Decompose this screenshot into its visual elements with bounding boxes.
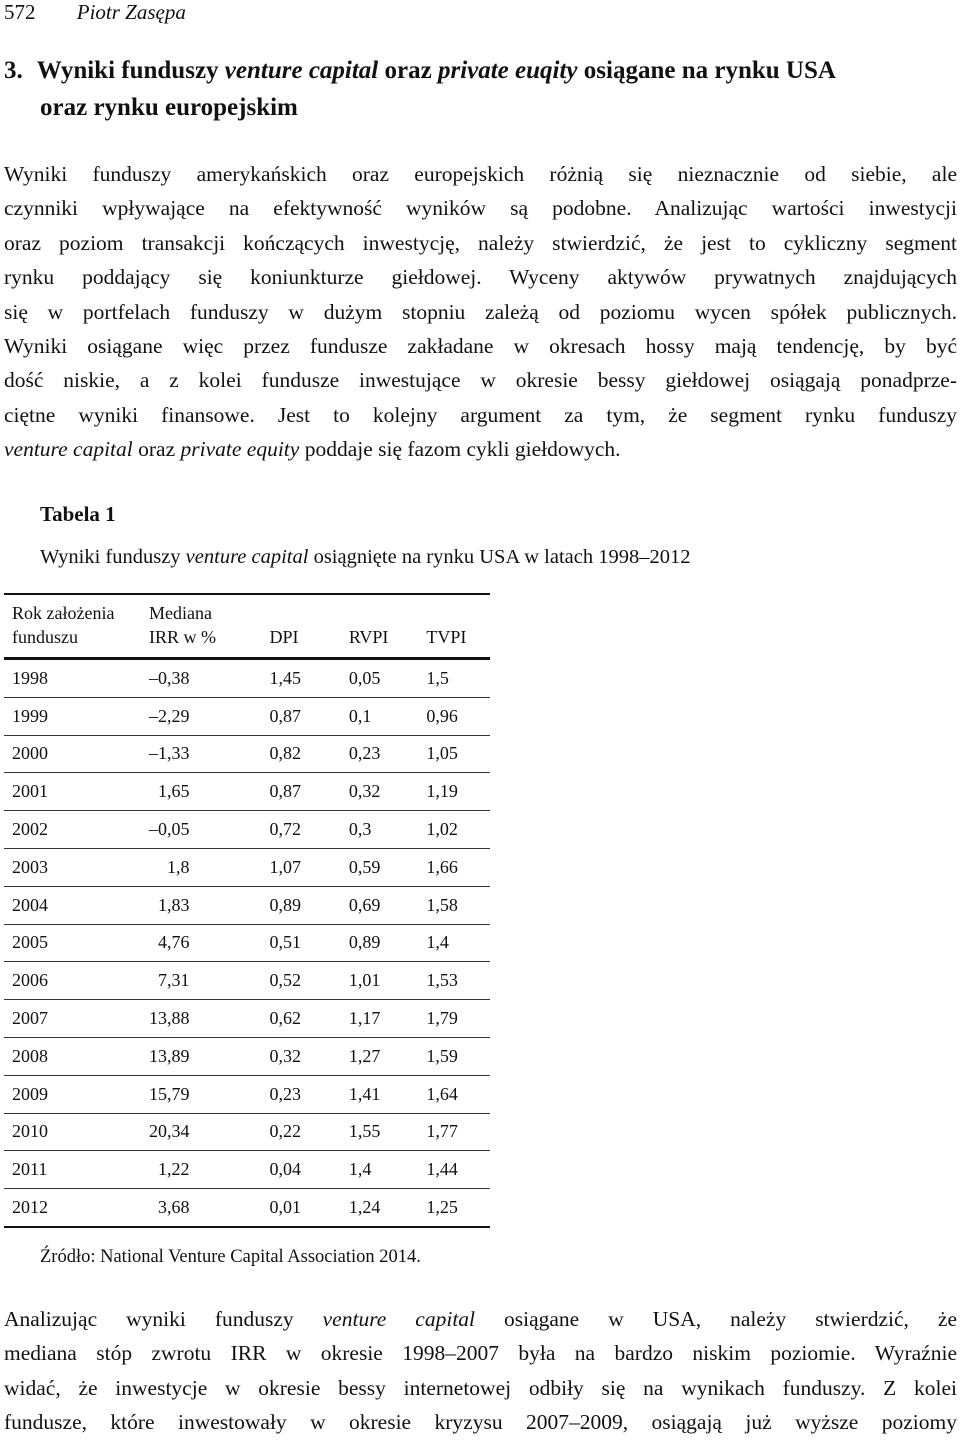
cell-irr: 1,22: [141, 1151, 262, 1189]
paragraph-line: się w portfelach funduszy w dużym stopniu zależą od poziomu wycen spółek publicznych.: [4, 299, 957, 324]
cell-year: 2005: [4, 924, 141, 962]
cell-rvpi: 1,24: [341, 1189, 419, 1227]
cell-dpi: 0,72: [262, 811, 341, 849]
cell-irr: 20,34: [141, 1113, 262, 1151]
col-header-dpi: DPI: [262, 594, 341, 659]
paragraph-line: widać, że inwestycje w okresie bessy internetowej odbiły się na wynikach funduszy. Z kolei: [4, 1375, 957, 1400]
paragraph-line: dość niskie, a z kolei fundusze inwestujące w okresie bessy giełdowej osiągają ponadprze-: [4, 368, 957, 393]
cell-tvpi: 1,19: [418, 773, 490, 811]
cell-rvpi: 1,17: [341, 1000, 419, 1038]
table-row: [4, 735, 490, 773]
cell-year: 2000: [4, 735, 141, 773]
cell-year: 2002: [4, 811, 141, 849]
cell-tvpi: 1,53: [418, 962, 490, 1000]
cell-irr: –1,33: [141, 735, 262, 773]
cell-dpi: 0,23: [262, 1075, 341, 1113]
caption-text: osiągnięte na rynku USA w latach 1998–2012: [308, 546, 691, 568]
cell-dpi: 1,07: [262, 848, 341, 886]
cell-irr: 1,83: [141, 886, 262, 924]
table-row: [4, 773, 490, 811]
table-label: Tabela 1: [40, 502, 116, 526]
header-text: funduszu: [12, 627, 78, 647]
cell-tvpi: 1,5: [418, 659, 490, 698]
cell-year: 2004: [4, 886, 141, 924]
running-header: [4, 0, 186, 25]
author-name: Piotr Zasępa: [76, 0, 186, 24]
page-number: 572: [4, 0, 36, 24]
cell-rvpi: 0,23: [341, 735, 419, 773]
italic-term: venture capital: [4, 437, 133, 462]
cell-irr: –2,29: [141, 697, 262, 735]
cell-year: 2007: [4, 1000, 141, 1038]
text-fragment: oraz: [132, 437, 181, 462]
cell-dpi: 0,89: [262, 886, 341, 924]
paragraph-line: ciętne wyniki finansowe. Jest to kolejny argument za tym, że segment rynku funduszy: [4, 402, 957, 427]
section-heading: [4, 52, 954, 126]
cell-tvpi: 1,4: [418, 924, 490, 962]
table-row: [4, 886, 490, 924]
table-row: [4, 1000, 490, 1038]
paragraph-line: czynniki wpływające na efektywność wyników są podobne. Analizując wartości inwestycji: [4, 196, 957, 221]
paragraph-line: Wyniki funduszy amerykańskich oraz europejskich różnią się nieznacznie od siebie, ale: [4, 162, 957, 186]
cell-year: 2006: [4, 962, 141, 1000]
paragraph-line: rynku poddający się koniunkturze giełdowej. Wyceny aktywów prywatnych znajdujących: [4, 265, 957, 290]
cell-rvpi: 1,41: [341, 1075, 419, 1113]
col-header-tvpi: TVPI: [418, 594, 490, 659]
section-number: 3.: [4, 57, 23, 84]
paragraph-line: [4, 1302, 957, 1336]
cell-rvpi: 0,32: [341, 773, 419, 811]
cell-irr: 3,68: [141, 1189, 262, 1227]
cell-dpi: 0,87: [262, 697, 341, 735]
cell-irr: 7,31: [141, 962, 262, 1000]
paragraph-line: mediana stóp zwrotu IRR w okresie 1998–2007 była na bardzo niskim poziomie. Wyraźnie: [4, 1341, 957, 1366]
cell-dpi: 0,51: [262, 924, 341, 962]
cell-year: 1998: [4, 659, 141, 698]
heading-text-2: oraz: [378, 57, 438, 84]
cell-rvpi: 1,4: [341, 1151, 419, 1189]
cell-rvpi: 0,1: [341, 697, 419, 735]
paragraph-line: fundusze, które inwestowały w okresie kryzysu 2007–2009, osiągają już wyższe poziomy: [4, 1410, 957, 1435]
cell-tvpi: 1,58: [418, 886, 490, 924]
table-body: [4, 659, 490, 1227]
cell-dpi: 0,22: [262, 1113, 341, 1151]
paragraph-last-line: [4, 432, 957, 466]
table-row: [4, 811, 490, 849]
cell-tvpi: 1,44: [418, 1151, 490, 1189]
cell-dpi: 0,32: [262, 1037, 341, 1075]
cell-year: 2011: [4, 1151, 141, 1189]
caption-text: Wyniki funduszy: [40, 546, 186, 568]
col-header-irr: [141, 594, 262, 659]
table-row: [4, 1113, 490, 1151]
cell-rvpi: 0,3: [341, 811, 419, 849]
cell-year: 2003: [4, 848, 141, 886]
italic-term: private equity: [180, 437, 300, 462]
heading-italic-1: venture capital: [224, 57, 379, 84]
cell-rvpi: 1,55: [341, 1113, 419, 1151]
paragraph-line: Wyniki osiągane więc przez fundusze zakładane w okresach hossy mają tendencję, by być: [4, 334, 957, 359]
cell-dpi: 0,62: [262, 1000, 341, 1038]
cell-irr: 4,76: [141, 924, 262, 962]
cell-rvpi: 1,01: [341, 962, 419, 1000]
table-row: [4, 1151, 490, 1189]
cell-tvpi: 1,77: [418, 1113, 490, 1151]
heading-line-2: oraz rynku europejskim: [40, 94, 298, 121]
table-row: [4, 924, 490, 962]
heading-text-3: osiągane na rynku USA: [577, 57, 836, 84]
table-source: Źródło: National Venture Capital Association 2014.: [40, 1247, 421, 1267]
cell-irr: –0,05: [141, 811, 262, 849]
cell-year: 2001: [4, 773, 141, 811]
header-text: Rok założenia: [12, 603, 115, 623]
text-fragment: poddaje się fazom cykli giełdowych.: [299, 437, 621, 462]
cell-rvpi: 0,69: [341, 886, 419, 924]
caption-italic: venture capital: [185, 546, 309, 568]
cell-irr: 1,8: [141, 848, 262, 886]
cell-irr: 1,65: [141, 773, 262, 811]
cell-dpi: 0,04: [262, 1151, 341, 1189]
header-text: IRR w %: [149, 627, 216, 647]
table-row: [4, 659, 490, 698]
cell-dpi: 0,87: [262, 773, 341, 811]
table-row: [4, 1037, 490, 1075]
cell-dpi: 0,52: [262, 962, 341, 1000]
cell-rvpi: 1,27: [341, 1037, 419, 1075]
cell-year: 1999: [4, 697, 141, 735]
table-row: [4, 962, 490, 1000]
cell-tvpi: 1,59: [418, 1037, 490, 1075]
table-row: [4, 1075, 490, 1113]
cell-tvpi: 1,79: [418, 1000, 490, 1038]
cell-year: 2009: [4, 1075, 141, 1113]
col-header-year: [4, 594, 141, 659]
paragraph-2: [4, 1302, 957, 1440]
italic-term: venture capital: [322, 1307, 476, 1331]
paragraph-1: [4, 157, 957, 467]
cell-tvpi: 1,05: [418, 735, 490, 773]
table-header-row: [4, 594, 490, 659]
cell-tvpi: 0,96: [418, 697, 490, 735]
cell-dpi: 1,45: [262, 659, 341, 698]
table-caption: [40, 546, 691, 569]
cell-tvpi: 1,66: [418, 848, 490, 886]
cell-irr: 13,88: [141, 1000, 262, 1038]
cell-year: 2010: [4, 1113, 141, 1151]
heading-text-1: Wyniki funduszy: [36, 57, 225, 84]
cell-irr: 15,79: [141, 1075, 262, 1113]
cell-irr: –0,38: [141, 659, 262, 698]
cell-tvpi: 1,25: [418, 1189, 490, 1227]
col-header-rvpi: RVPI: [341, 594, 419, 659]
heading-italic-2: private euqity: [437, 57, 578, 84]
cell-rvpi: 0,05: [341, 659, 419, 698]
cell-dpi: 0,01: [262, 1189, 341, 1227]
paragraph-line: oraz poziom transakcji kończących inwestycję, należy stwierdzić, że jest to cykliczny segment: [4, 230, 957, 255]
cell-dpi: 0,82: [262, 735, 341, 773]
cell-year: 2008: [4, 1037, 141, 1075]
results-table: [4, 593, 490, 1228]
cell-irr: 13,89: [141, 1037, 262, 1075]
table-row: [4, 697, 490, 735]
cell-rvpi: 0,59: [341, 848, 419, 886]
header-text: Mediana: [149, 603, 212, 623]
text-fragment: osiągane w USA, należy stwierdzić, że: [475, 1307, 957, 1331]
table-row: [4, 848, 490, 886]
table-row: [4, 1189, 490, 1227]
cell-year: 2012: [4, 1189, 141, 1227]
cell-tvpi: 1,02: [418, 811, 490, 849]
cell-rvpi: 0,89: [341, 924, 419, 962]
cell-tvpi: 1,64: [418, 1075, 490, 1113]
text-fragment: Analizując wyniki funduszy: [4, 1307, 323, 1331]
